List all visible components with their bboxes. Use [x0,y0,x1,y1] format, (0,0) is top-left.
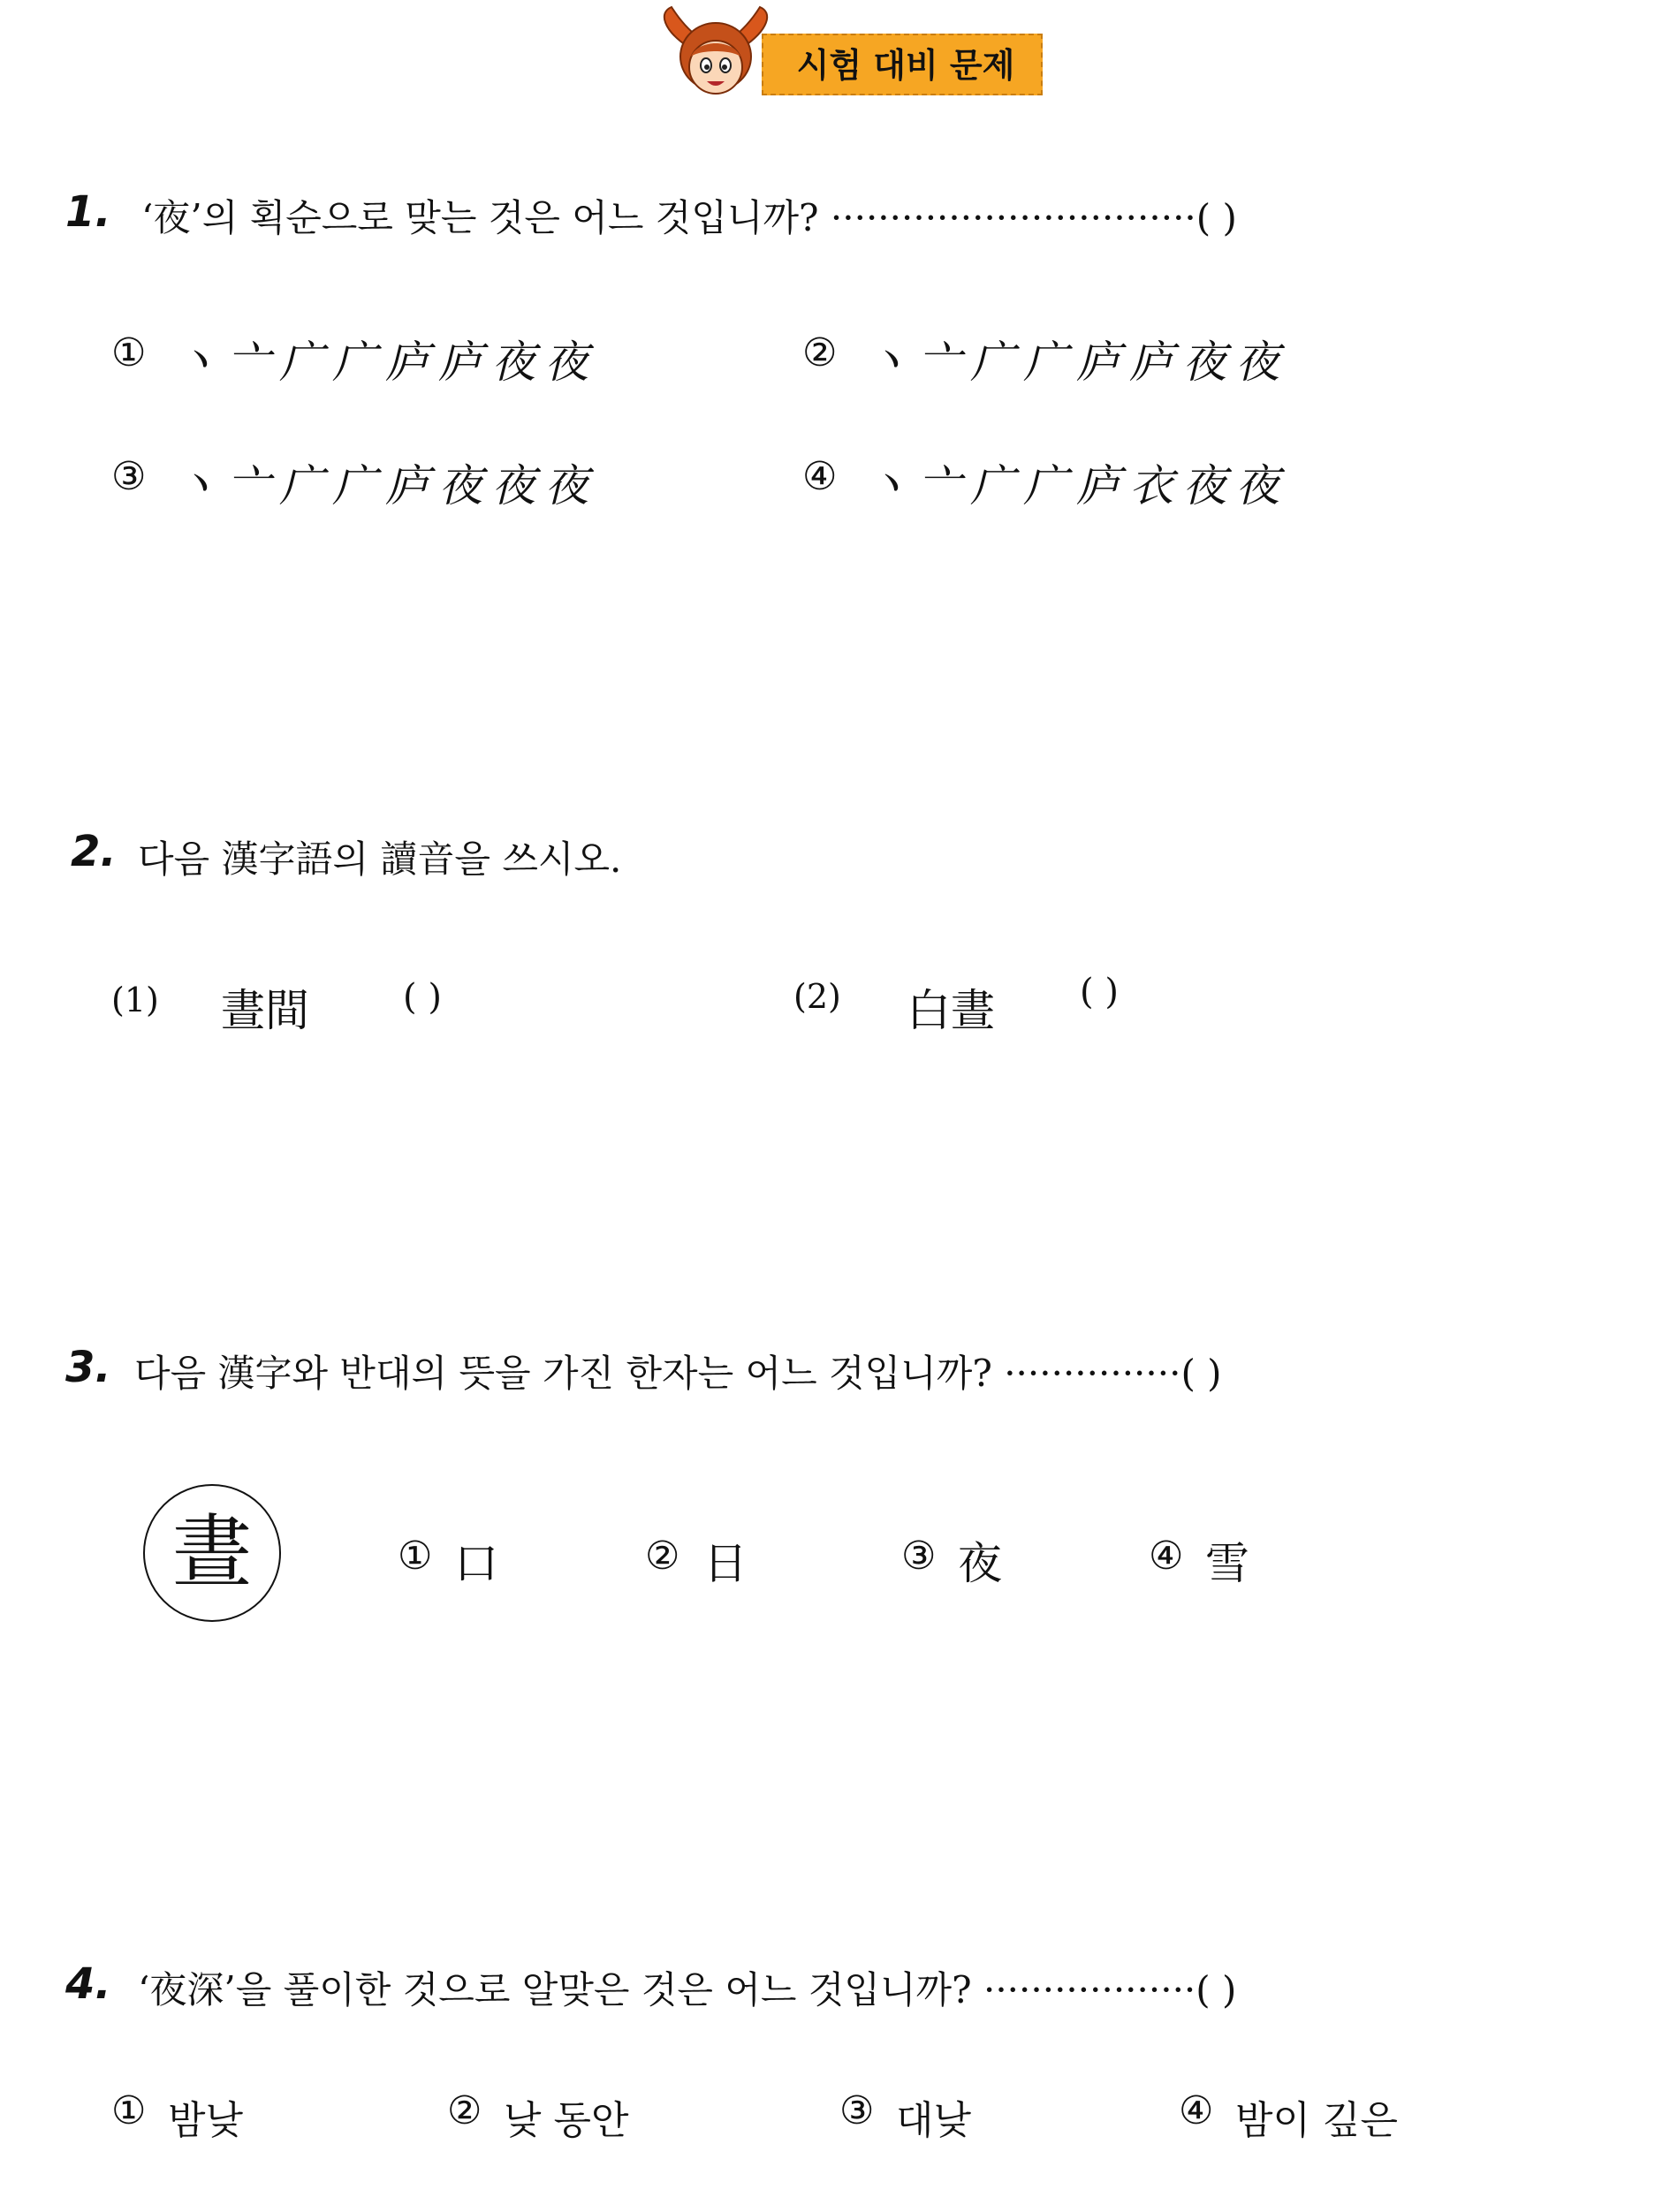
q1-text: ‘夜’의 획순으로 맞는 것은 어느 것입니까? ·······························( ) [141,196,1237,239]
q2-item-2-word: 白晝 [907,985,995,1036]
q4-option-1-marker[interactable]: ① [111,2088,147,2133]
girl-mascot-icon [654,4,778,110]
q2-item-1-answer-blank[interactable]: ( ) [403,977,442,1018]
q1-option-4-strokes: 丶亠广广庐衣夜夜 [864,460,1288,511]
q1-number: 1. [65,187,111,237]
q4-option-3-marker[interactable]: ③ [839,2088,875,2133]
q2-item-2-marker: (2) [793,977,841,1016]
q3-option-1-marker[interactable]: ① [398,1534,433,1579]
q2-item-1-marker: (1) [111,981,159,1019]
q2-item-2-answer-blank[interactable]: ( ) [1080,972,1119,1012]
q3-circled-char: 晝 [172,1506,252,1599]
q1-option-1-strokes: 丶亠广广庐庐夜夜 [173,337,597,388]
q3-number: 3. [65,1343,111,1392]
q3-option-4-marker[interactable]: ④ [1149,1534,1184,1579]
q1-option-2-marker[interactable]: ② [802,330,838,375]
q1-option-3-strokes: 丶亠广广庐夜夜夜 [173,460,597,511]
q3-option-1-char: 口 [454,1538,498,1589]
header-title: 시험 대비 문제 [796,46,1015,85]
q3-option-2-char: 日 [703,1538,748,1589]
q4-number: 4. [65,1959,111,2009]
q4-option-4-label: 밤이 깊은 [1235,2098,1399,2143]
q2-number: 2. [71,827,117,876]
q3-option-2-marker[interactable]: ② [645,1534,680,1579]
q4-option-2-marker[interactable]: ② [447,2088,482,2133]
q2-text: 다음 漢字語의 讀音을 쓰시오. [138,837,622,881]
q4-option-3-label: 대낮 [896,2098,972,2143]
q1-option-4-marker[interactable]: ④ [802,454,838,499]
q3-option-4-char: 雪 [1205,1538,1249,1589]
q3-option-3-char: 夜 [958,1538,1002,1589]
q1-option-1-marker[interactable]: ① [111,330,147,375]
q3-option-3-marker[interactable]: ③ [901,1534,937,1579]
q2-item-1-word: 晝間 [221,985,309,1036]
q4-option-1-label: 밤낮 [168,2098,244,2143]
q4-option-4-marker[interactable]: ④ [1179,2088,1214,2133]
q4-option-2-label: 낮 동안 [504,2098,629,2143]
q1-option-3-marker[interactable]: ③ [111,454,147,499]
q4-text: ‘夜深’을 풀이한 것으로 알맞은 것은 어느 것입니까? ··················( ) [138,1968,1237,2011]
q3-text: 다음 漢字와 반대의 뜻을 가진 한자는 어느 것입니까? ···············( ) [134,1352,1222,1395]
q1-option-2-strokes: 丶亠广广庐庐夜夜 [864,337,1288,388]
